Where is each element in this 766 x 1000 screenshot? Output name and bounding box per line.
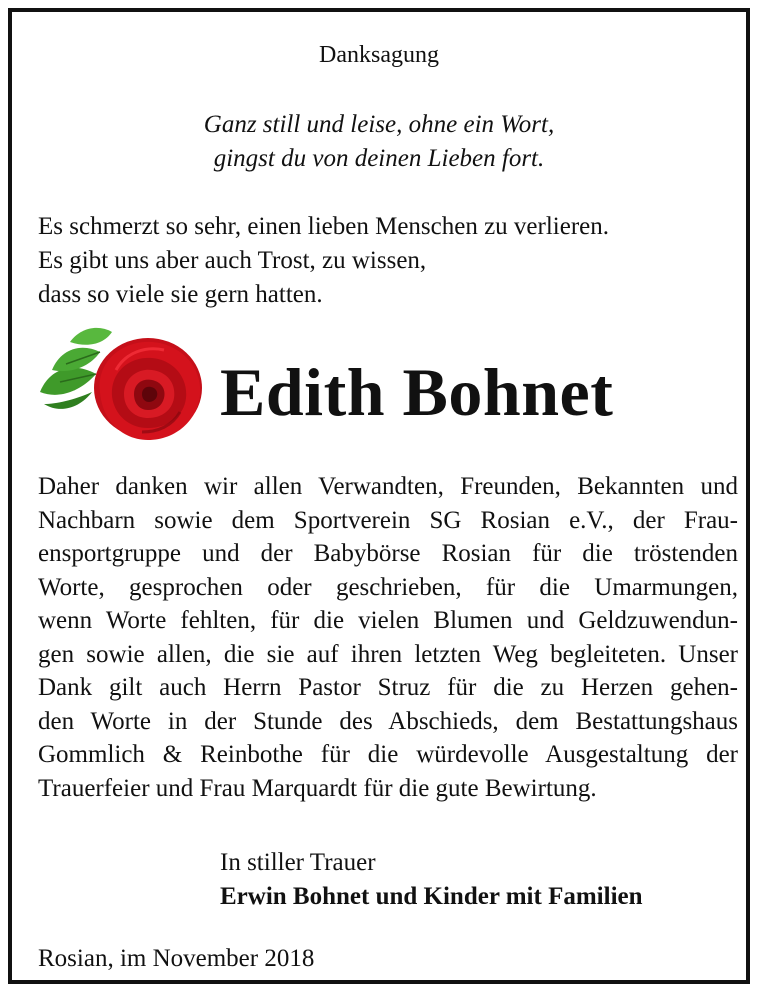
intro-line: dass so viele sie gern hatten. <box>38 281 323 308</box>
signoff <box>220 846 643 914</box>
red-rose-icon <box>30 312 220 452</box>
notice-frame <box>8 8 750 984</box>
poem-line: Ganz still und leise, ohne ein Wort, <box>203 111 555 138</box>
paragraph-line: wenn Worte fehlten, für die vielen Blumen und Geldzuwendun- <box>38 607 738 634</box>
place-date: Rosian, im November 2018 <box>38 945 315 972</box>
intro-text <box>38 210 609 312</box>
paragraph-line: den Worte in der Stunde des Abschieds, dem Bestattungshaus <box>38 707 738 735</box>
paragraph-line: Nachbarn sowie dem Sportverein SG Rosian e.V., der Frau- <box>38 506 738 534</box>
paragraph-line: Gommlich & Reinbothe für die würdevolle Ausgestaltung der <box>38 741 738 768</box>
deceased-name: Edith Bohnet <box>220 354 614 430</box>
family-signature: Erwin Bohnet und Kinder mit Familien <box>220 883 643 910</box>
paragraph-line: gen sowie allen, die sie auf ihren letzten Weg begleiteten. Unser <box>38 640 738 668</box>
thanks-paragraph <box>38 470 738 805</box>
paragraph-line: ensportgruppe und der Babybörse Rosian für die tröstenden <box>38 540 738 567</box>
intro-line: Es schmerzt so sehr, einen lieben Menschen zu verlieren. <box>38 213 610 240</box>
notice-heading: Danksagung <box>319 42 439 68</box>
paragraph-line: Worte, gesprochen oder geschrieben, für die Umarmungen, <box>38 573 738 601</box>
intro-line: Es gibt uns aber auch Trost, zu wissen, <box>38 247 427 274</box>
poem-line: gingst du von deinen Lieben fort. <box>213 145 545 172</box>
paragraph-line: Dank gilt auch Herrn Pastor Struz für die zu Herzen gehen- <box>38 674 738 701</box>
paragraph-line: Trauerfeier und Frau Marquardt für die gute Bewirtung. <box>38 774 597 802</box>
signoff-phrase: In stiller Trauer <box>220 849 376 876</box>
poem <box>12 108 746 176</box>
paragraph-line: Daher danken wir allen Verwandten, Freunden, Bekannten und <box>38 473 738 500</box>
